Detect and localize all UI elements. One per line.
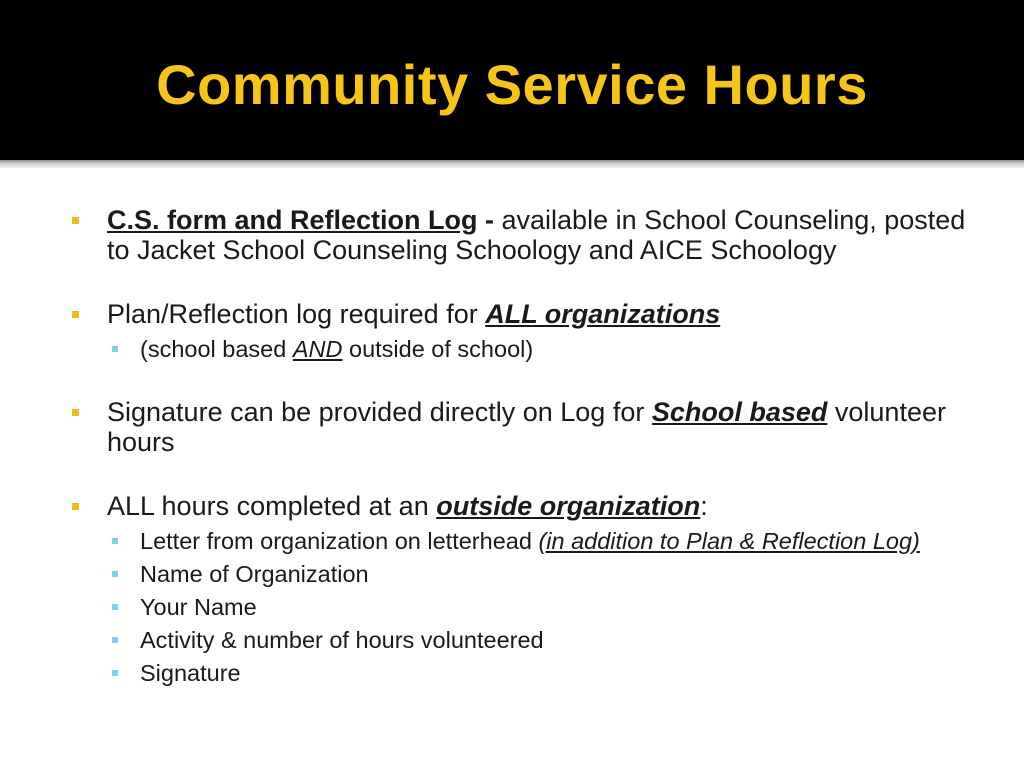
- sub-bullet-school-based: [72, 336, 972, 363]
- sub-bullet-marker-icon: [112, 604, 118, 610]
- sub-bullet-marker-icon: [112, 670, 118, 676]
- bullet-marker-icon: [72, 217, 79, 224]
- school-based-emphasis: AND: [292, 336, 343, 362]
- header-divider: [0, 160, 1024, 168]
- plan-reflection-emphasis: ALL organizations: [485, 299, 721, 329]
- outside-org-text: ALL hours completed at an: [107, 491, 437, 521]
- sub-bullet-marker-icon: [112, 571, 118, 577]
- bullet-signature: [72, 397, 972, 457]
- signature-post: volunteer hours: [107, 397, 946, 457]
- sub-bullet-activity: [72, 627, 972, 654]
- letter-text: Letter from organization on letterhead: [140, 528, 539, 554]
- signature-emphasis: School based: [651, 397, 828, 427]
- sub-bullet-org-name: [72, 561, 972, 588]
- bullet-cs-form: [72, 205, 972, 265]
- outside-org-emphasis: outside organization: [436, 491, 701, 521]
- letter-note: (in addition to Plan & Reflection Log): [538, 528, 920, 554]
- sub-bullet-marker-icon: [112, 637, 118, 643]
- bullet-marker-icon: [72, 503, 79, 510]
- sub-bullet-marker-icon: [112, 538, 118, 544]
- plan-reflection-text: Plan/Reflection log required for: [107, 299, 486, 329]
- sub-bullet-your-name: [72, 594, 972, 621]
- activity-text: Activity & number of hours volunteered: [140, 627, 544, 653]
- school-based-pre: (school based: [140, 336, 293, 362]
- outside-org-post: :: [700, 491, 708, 521]
- slide-title: Community Service Hours: [156, 53, 868, 116]
- bullet-marker-icon: [72, 311, 79, 318]
- bullet-marker-icon: [72, 409, 79, 416]
- bullet-outside-org: [72, 491, 972, 521]
- org-name-text: Name of Organization: [140, 561, 369, 587]
- signature-item-text: Signature: [140, 660, 241, 686]
- sub-bullet-letter: [72, 528, 972, 555]
- signature-text: Signature can be provided directly on Log for: [107, 397, 652, 427]
- school-based-post: outside of school): [342, 336, 534, 362]
- cs-form-text: available in School Counseling, posted to Jacket School Counseling Schoology and AICE Schoology: [107, 205, 966, 265]
- cs-form-separator: -: [477, 205, 502, 235]
- sub-bullet-marker-icon: [112, 346, 118, 352]
- title-bar: [0, 0, 1024, 160]
- bullet-plan-reflection: [72, 299, 972, 329]
- cs-form-label: C.S. form and Reflection Log: [107, 205, 478, 235]
- slide-content: [72, 205, 972, 687]
- sub-bullet-signature: [72, 660, 972, 687]
- your-name-text: Your Name: [140, 594, 257, 620]
